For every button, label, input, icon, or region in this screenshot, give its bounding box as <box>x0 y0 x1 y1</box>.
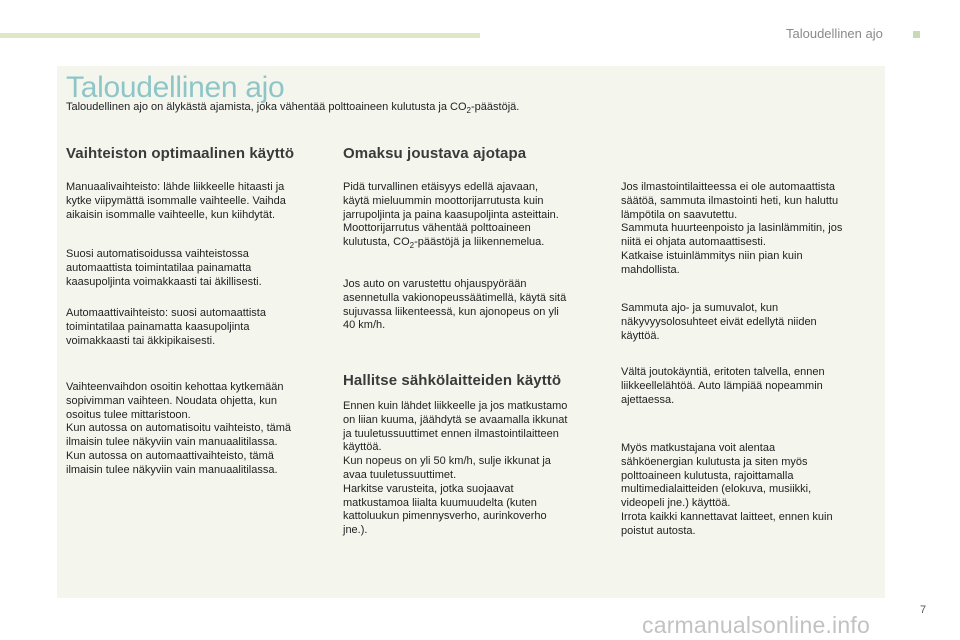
driving-paragraph-1 <box>343 181 605 250</box>
gearbox-paragraph-1: Manuaalivaihteisto: lähde liikkeelle hitaasti ja kytke viipymättä isommalle vaihteelle. Vaihda aikaisin isommalle vaihteelle, kun kiihdytät. <box>66 181 286 221</box>
driving-paragraph-1-end: -päästöjä ja liikennemelua. <box>414 236 545 249</box>
gearbox-heading: Vaihteiston optimaalinen käyttö <box>66 145 295 162</box>
gearbox-paragraph-4: Vaihteenvaihdon osoitin kehottaa kytkemään sopivimman vaihteen. Noudata ohjetta, kun osoitus tulee mittaristoon. Kun autossa on automatisoitu vaihteisto, tämä ilmaisin tulee näkyviin vain manuaalitilassa. Kun autossa on automaattivaihteisto, tämä ilmaisin tulee näkyviin vain manuaalitilassa. <box>66 381 292 476</box>
electrical-paragraph-1: Ennen kuin lähdet liikkeelle ja jos matkustamo on liian kuuma, jäähdytä se avaamalla ikkunat ja tuuletussuuttimet ennen ilmastointilaitteen käyttöä. Kun nopeus on yli 50 km/h, sulje ikkunat ja avaa tuuletussuuttimet. Harkitse varusteita, jotka suojaavat matkustamoa liialta kuumuudelta (kuten kattoluukun pimennysverho, aurinkoverho jne.). <box>343 400 568 537</box>
intro-text <box>66 101 519 115</box>
intro-subscript: 2 <box>466 106 471 116</box>
section-marker <box>913 31 920 38</box>
page-number: 7 <box>920 604 927 616</box>
driving-heading: Omaksu joustava ajotapa <box>343 145 527 162</box>
intro-text-main: Taloudellinen ajo on älykästä ajamista, joka vähentää polttoaineen kulutusta ja CO <box>66 101 467 113</box>
running-title: Taloudellinen ajo <box>786 26 883 41</box>
intro-text-end: -päästöjä. <box>471 101 520 113</box>
gearbox-paragraph-2: Suosi automatisoidussa vaihteistossa automaattista toimintatilaa painamatta kaasupoljinta voimakkaasti tai äkillisesti. <box>66 248 262 288</box>
driving-subscript: 2 <box>409 241 415 251</box>
column3-paragraph-4: Myös matkustajana voit alentaa sähköenergian kulutusta ja siten myös polttoaineen kulutusta, rajoittamalla multimedialaitteiden (elokuva, musiikki, videopeli jne.) käyttöä. Irrota kaikki kannettavat laitteet, ennen kuin poistut autosta. <box>621 442 833 537</box>
electrical-heading: Hallitse sähkölaitteiden käyttö <box>343 372 562 389</box>
column3-paragraph-3: Vältä joutokäyntiä, eritoten talvella, ennen liikkeellelähtöä. Auto lämpiää nopeammin ajettaessa. <box>621 366 825 406</box>
driving-paragraph-1-main: Pidä turvallinen etäisyys edellä ajavaan, käytä mieluummin moottorijarrutusta kuin jarrupoljinta ja paina kaasupoljinta asteittain. Moottorijarrutus vähentää polttoaineen kulutusta, CO <box>343 181 559 249</box>
page-title: Taloudellinen ajo <box>66 71 285 104</box>
gearbox-paragraph-3: Automaattivaihteisto: suosi automaattista toimintatilaa painamatta kaasupoljinta voimakkaasti tai äkkipikaisesti. <box>66 307 266 347</box>
driving-paragraph-2: Jos auto on varustettu ohjauspyörään asennetulla vakionopeussäätimellä, käytä sitä sujuvassa liikenteessä, kun ajonopeus on yli 40 km/h. <box>343 278 567 332</box>
header-accent-bar <box>0 33 480 38</box>
column3-paragraph-1: Jos ilmastointilaitteessa ei ole automaattista säätöä, sammuta ilmastointi heti, kun haluttu lämpötila on saavutettu. Sammuta huurteenpoisto ja lasinlämmitin, jos niitä ei ohjata automaattisesti. Katkaise istuinlämmitys niin pian kuin mahdollista. <box>621 181 843 276</box>
watermark: carmanualsonline.info <box>642 612 870 638</box>
column3-paragraph-2: Sammuta ajo- ja sumuvalot, kun näkyvyysolosuhteet eivät edellytä niiden käyttöä. <box>621 302 817 342</box>
